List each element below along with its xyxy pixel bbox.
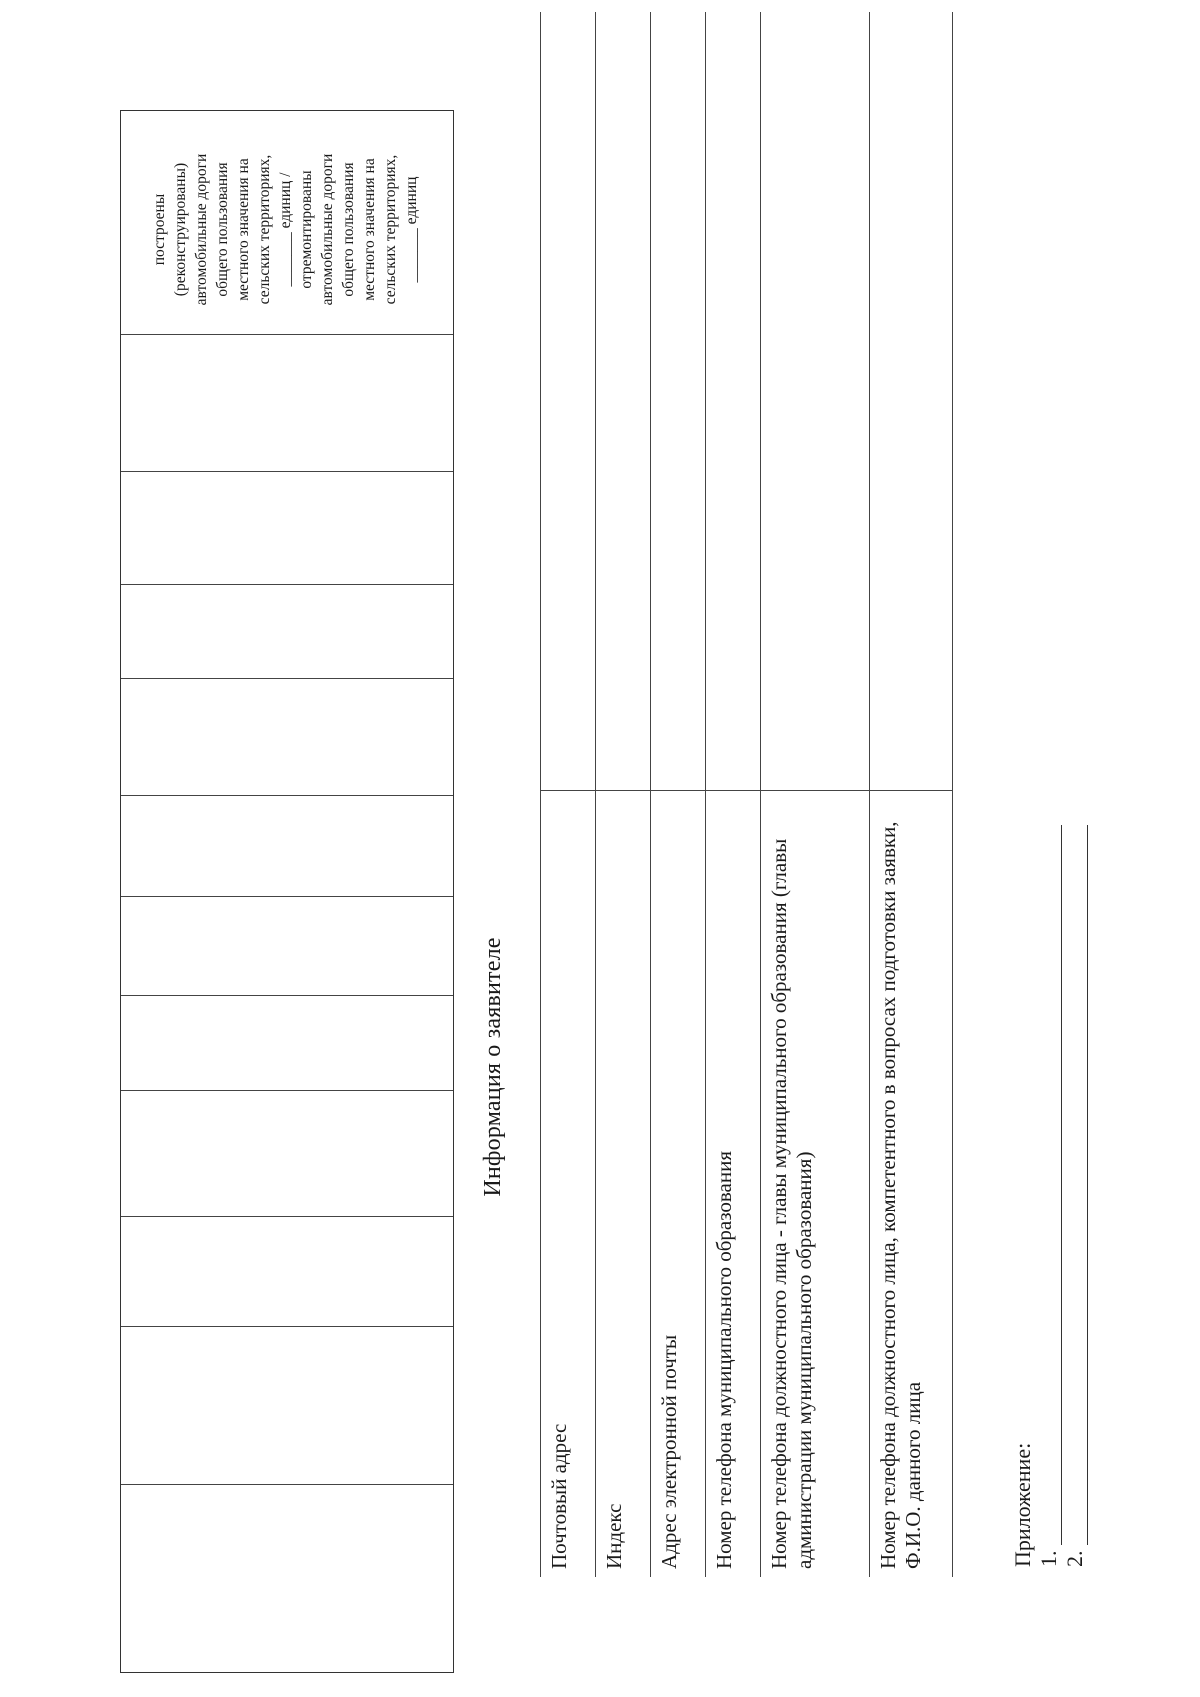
indicator-description-cell xyxy=(130,123,440,336)
attachment-number: 1. xyxy=(1036,1550,1061,1567)
row-label-email: Адрес электронной почты xyxy=(651,791,706,1578)
section-title: Информация о заявителе xyxy=(480,937,506,1197)
indicator-description: построены (реконструированы) автомобильные дороги общего пользования местного значения на сельских территориях, _______ единиц / отремонтированы автомобильные дороги общего пользования местного значения на сельских территориях, _______ единиц xyxy=(150,153,420,306)
table-column-divider xyxy=(121,678,453,679)
table-column-divider xyxy=(121,1216,453,1217)
row-label-contact-person: Номер телефона должностного лица, компетентного в вопросах подготовки заявки, Ф.И.О. данного лица xyxy=(870,791,953,1578)
table-row xyxy=(706,12,761,1577)
table-column-divider xyxy=(121,1090,453,1091)
table-row xyxy=(596,12,651,1577)
table-row xyxy=(761,12,870,1577)
row-label-index: Индекс xyxy=(596,791,651,1578)
head-phone-field[interactable] xyxy=(761,12,870,791)
postal-address-field[interactable] xyxy=(541,12,596,791)
table-row xyxy=(870,12,953,1577)
attachment-number: 2. xyxy=(1062,1550,1087,1567)
table-column-divider xyxy=(121,1484,453,1485)
attachment-blank-line[interactable] xyxy=(1067,825,1088,1545)
table-column-divider xyxy=(121,795,453,796)
row-label-head-phone: Номер телефона должностного лица - главы муниципального образования (главы администрации муниципального образования) xyxy=(761,791,870,1578)
index-field[interactable] xyxy=(596,12,651,791)
table-row xyxy=(541,12,596,1577)
table-column-divider xyxy=(121,896,453,897)
row-label-municipality-phone: Номер телефона муниципального образования xyxy=(706,791,761,1578)
attachments-heading: Приложение: xyxy=(1010,1442,1035,1567)
attachment-item xyxy=(1062,825,1088,1567)
attachments-block xyxy=(1010,825,1088,1567)
table-column-divider xyxy=(121,995,453,996)
contact-person-field[interactable] xyxy=(870,12,953,791)
table-row xyxy=(651,12,706,1577)
attachment-item xyxy=(1036,825,1062,1567)
table-column-divider xyxy=(121,471,453,472)
table-column-divider xyxy=(121,1326,453,1327)
attachment-blank-line[interactable] xyxy=(1041,825,1062,1545)
row-label-postal-address: Почтовый адрес xyxy=(541,791,596,1578)
applicant-info-table xyxy=(540,12,953,1577)
email-field[interactable] xyxy=(651,12,706,791)
table-column-divider xyxy=(121,584,453,585)
results-table xyxy=(120,110,454,1673)
municipality-phone-field[interactable] xyxy=(706,12,761,791)
